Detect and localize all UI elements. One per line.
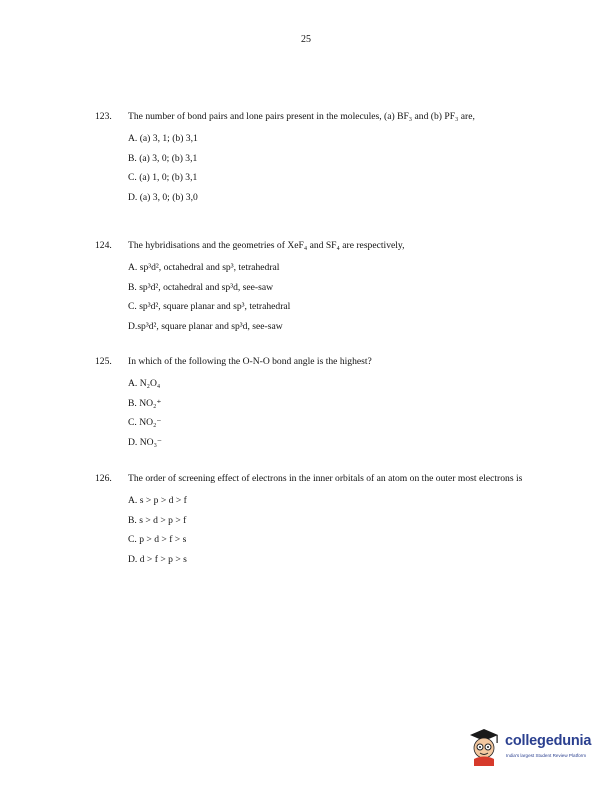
option-c[interactable]: C. sp³d², square planar and sp³, tetrahedral	[128, 301, 291, 313]
options	[128, 378, 535, 449]
question-123	[95, 111, 535, 211]
question-number: 124.	[95, 240, 112, 251]
question-text: The hybridisations and the geometries of XeF₄ and SF₄ are respectively,	[128, 240, 405, 251]
option-c[interactable]: C. NO₂⁻	[128, 417, 162, 429]
question-text: The order of screening effect of electrons in the inner orbitals of an atom on the outer most electrons is	[128, 473, 523, 484]
question-text: In which of the following the O-N-O bond angle is the highest?	[128, 356, 372, 367]
option-c[interactable]: C. (a) 1, 0; (b) 3,1	[128, 172, 198, 184]
question-126	[95, 473, 535, 573]
option-a[interactable]: A. N₂O₄	[128, 378, 161, 389]
question-number: 126.	[95, 473, 112, 484]
options	[128, 133, 535, 204]
option-d[interactable]: D. (a) 3, 0; (b) 3,0	[128, 191, 198, 203]
option-b[interactable]: B. (a) 3, 0; (b) 3,1	[128, 152, 198, 164]
question-number: 123.	[95, 111, 112, 122]
option-b[interactable]: B. s > d > p > f	[128, 514, 187, 526]
option-b[interactable]: B. NO₂⁺	[128, 397, 162, 409]
options	[128, 262, 535, 333]
option-a[interactable]: A. sp³d², octahedral and sp³, tetrahedral	[128, 262, 280, 273]
options	[128, 495, 535, 566]
option-d[interactable]: D.sp³d², square planar and sp³d, see-saw	[128, 320, 283, 332]
collegedunia-logo	[467, 724, 603, 776]
logo-name: collegedunia	[505, 733, 592, 749]
option-d[interactable]: D. NO₃⁻	[128, 436, 162, 448]
option-a[interactable]: A. s > p > d > f	[128, 495, 187, 506]
question-number: 125.	[95, 356, 112, 367]
question-125	[95, 356, 535, 456]
logo-tagline: India's largest Student Review Platform	[506, 753, 587, 758]
question-124	[95, 240, 535, 340]
option-a[interactable]: A. (a) 3, 1; (b) 3,1	[128, 133, 198, 144]
graduate-mascot-icon	[467, 724, 501, 768]
option-b[interactable]: B. sp³d², octahedral and sp³d, see-saw	[128, 281, 274, 293]
page-number: 25	[301, 34, 311, 45]
question-text: The number of bond pairs and lone pairs present in the molecules, (a) BF₃ and (b) PF₃ are,	[128, 111, 475, 122]
option-c[interactable]: C. p > d > f > s	[128, 534, 187, 546]
option-d[interactable]: D. d > f > p > s	[128, 553, 187, 565]
